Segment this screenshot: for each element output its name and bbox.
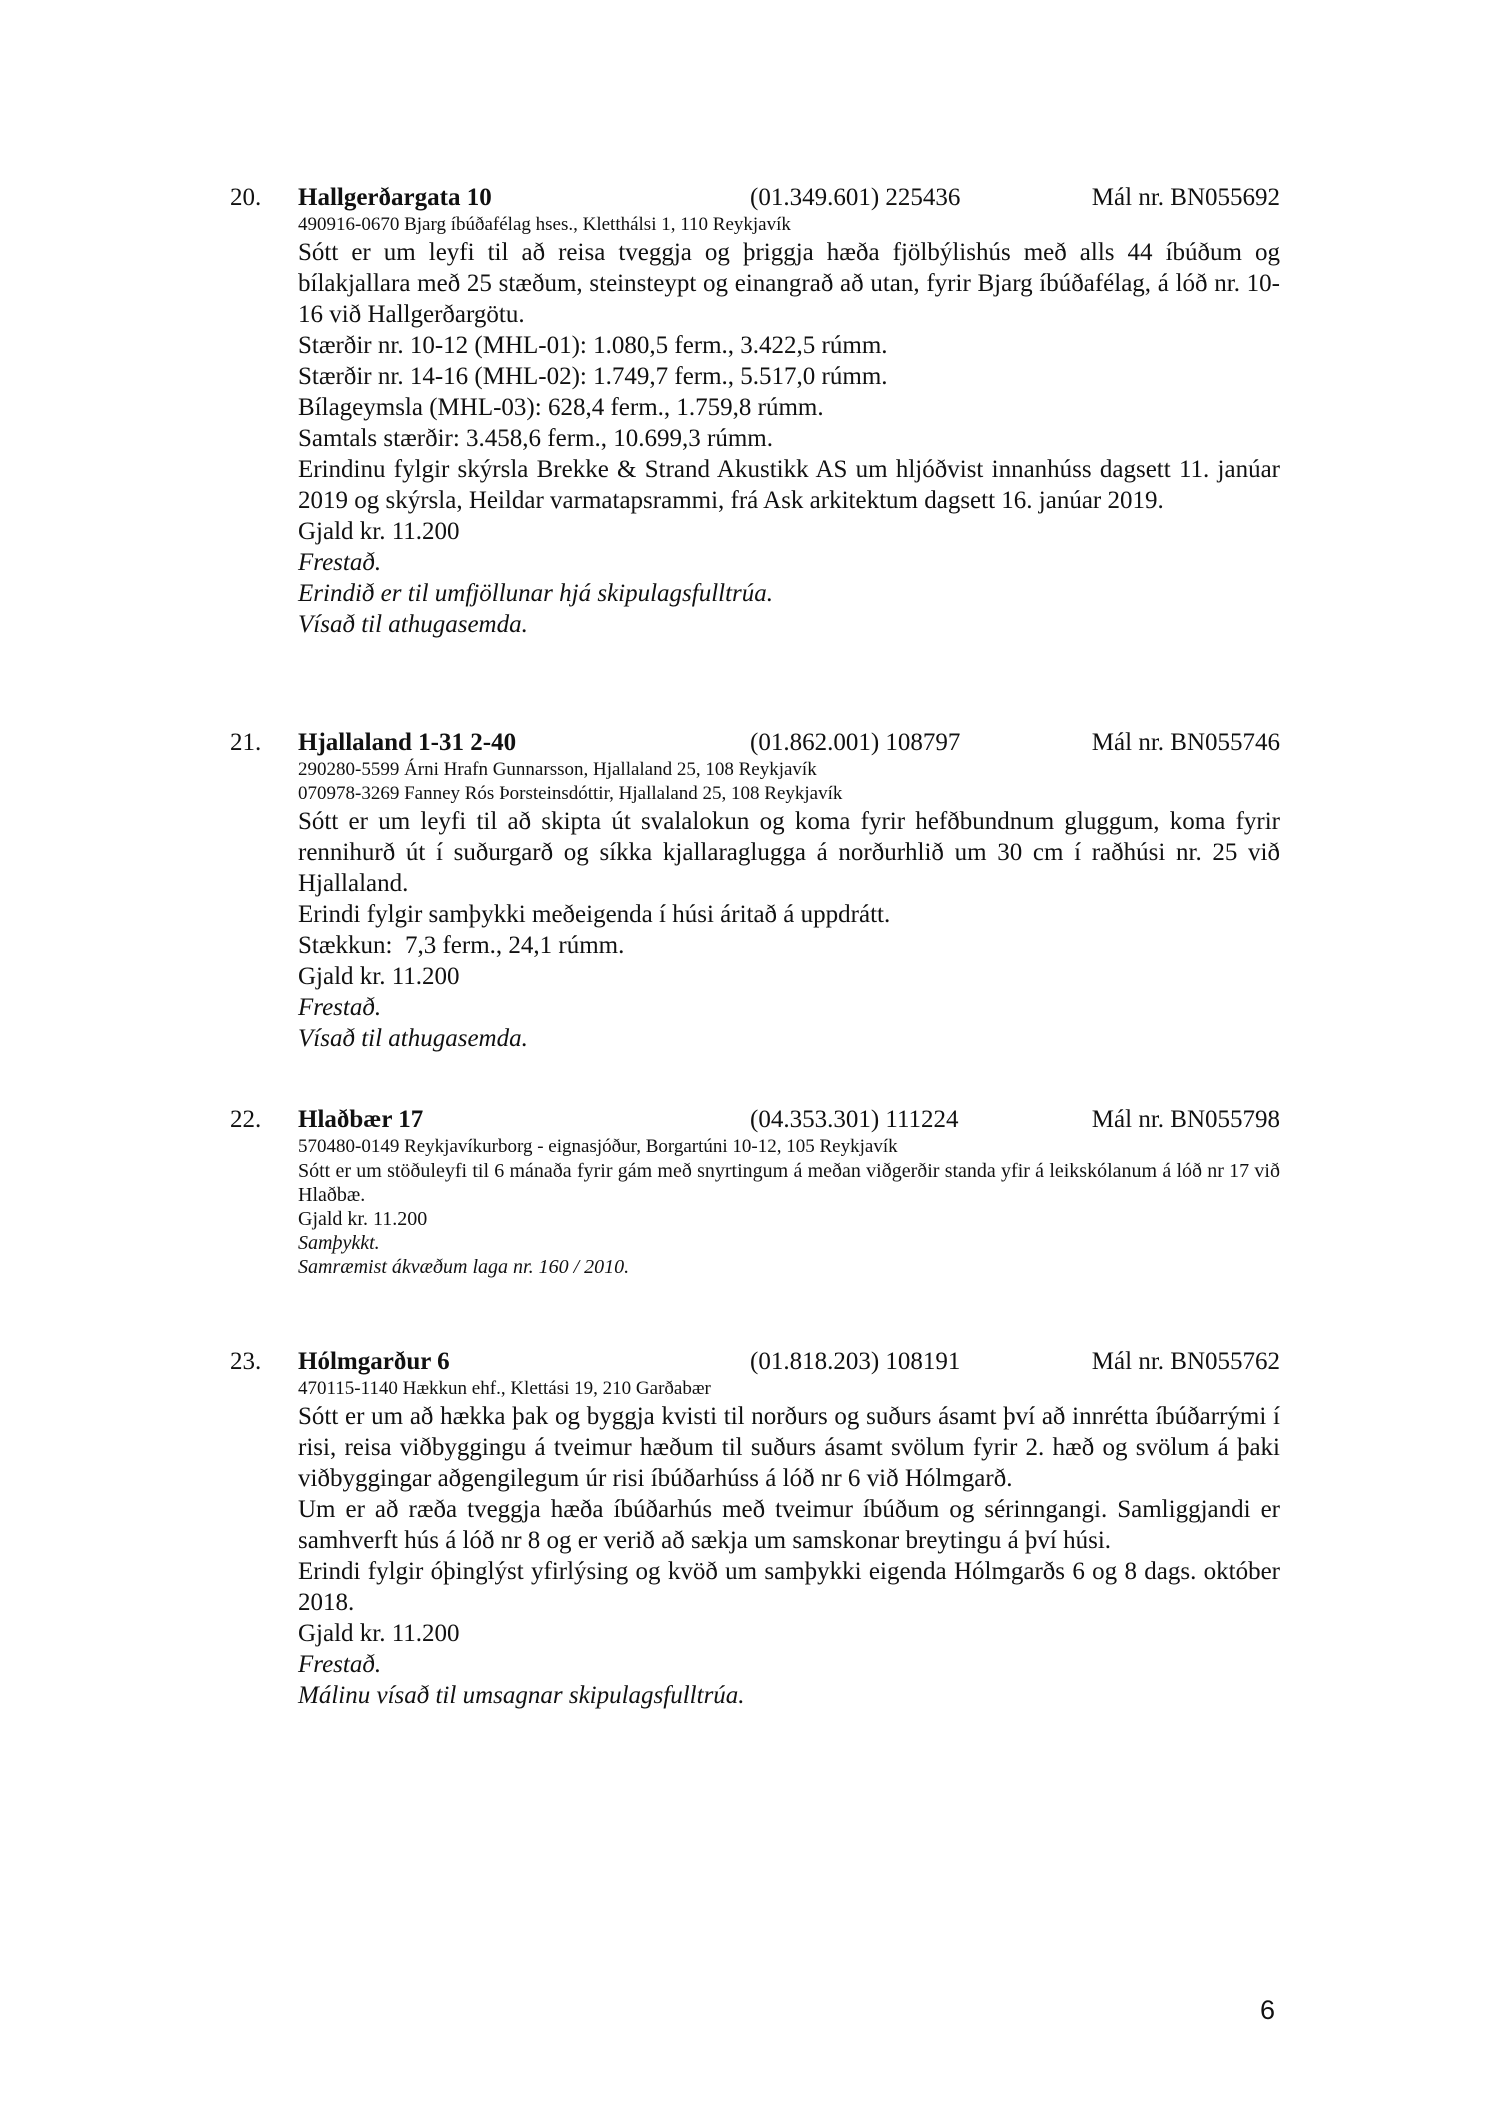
case-item-21 <box>230 728 1280 1054</box>
case-address: Hjallaland 1-31 2-40 <box>298 729 517 756</box>
case-code: (01.349.601) 225436 <box>750 184 961 211</box>
case-code: (04.353.301) 111224 <box>750 1106 959 1133</box>
case-no: Mál nr. BN055798 <box>1091 1106 1280 1133</box>
size-line: Samtals stærðir: 3.458,6 ferm., 10.699,3 rúmm. <box>298 425 773 452</box>
description: Sótt er um að hækka þak og byggja kvisti til norðurs og suðurs ásamt því að innrétta íbúðarrými í risi, reisa viðbyggingu á tveimur hæðum til suðurs ásamt svölum fyrir 2. hæð og svölum á þaki viðbyggingar aðgengilegum úr risi íbúðarhúss á lóð nr 6 við Hólmgarð. <box>298 1403 1280 1492</box>
owner-line: 070978-3269 Fanney Rós Þorsteinsdóttir, Hjallaland 25, 108 Reykjavík <box>298 783 843 804</box>
case-number: 22. <box>230 1106 262 1133</box>
attachment-note: Erindi fylgir óþinglýst yfirlýsing og kvöð um samþykki eigenda Hólmgarðs 6 og 8 dags. október 2018. <box>298 1558 1280 1616</box>
size-line: Stærðir nr. 14-16 (MHL-02): 1.749,7 ferm., 5.517,0 rúmm. <box>298 363 888 390</box>
description: Sótt er um stöðuleyfi til 6 mánaða fyrir gám með snyrtingum á meðan viðgerðir standa yfir á leikskólanum á lóð nr 17 við Hlaðbæ. <box>298 1160 1280 1206</box>
page-number: 6 <box>1259 1995 1275 2025</box>
fee: Gjald kr. 11.200 <box>298 1620 460 1647</box>
case-number: 20. <box>230 184 262 211</box>
case-header <box>230 183 1280 213</box>
case-header <box>230 728 1280 758</box>
decision: Frestað. <box>298 994 382 1021</box>
fee: Gjald kr. 11.200 <box>298 963 460 990</box>
case-header <box>230 1105 1280 1135</box>
case-number: 23. <box>230 1348 262 1375</box>
case-item-22 <box>230 1105 1280 1279</box>
attachment-note: Erindi fylgir samþykki meðeigenda í húsi áritað á uppdrátt. <box>298 901 891 928</box>
case-no: Mál nr. BN055692 <box>1091 184 1280 211</box>
attachment-note: Erindinu fylgir skýrsla Brekke & Strand Akustikk AS um hljóðvist innanhúss dagsett 11. janúar 2019 og skýrsla, Heildar varmatapsrammi, frá Ask arkitektum dagsett 16. janúar 2019. <box>298 456 1280 514</box>
case-item-23 <box>230 1347 1280 1711</box>
case-no: Mál nr. BN055746 <box>1091 729 1280 756</box>
description: Um er að ræða tveggja hæða íbúðarhús með tveimur íbúðum og sérinngangi. Samliggjandi er samhverft hús á lóð nr 8 og er verið að sækja um samskonar breytingu á því húsi. <box>298 1496 1280 1554</box>
decision: Frestað. <box>298 1651 382 1678</box>
decision-note: Málinu vísað til umsagnar skipulagsfulltrúa. <box>298 1682 745 1709</box>
decision: Frestað. <box>298 549 382 576</box>
case-item-20 <box>230 183 1280 640</box>
decision-note: Vísað til athugasemda. <box>298 1025 528 1052</box>
case-address: Hallgerðargata 10 <box>298 184 492 211</box>
fee: Gjald kr. 11.200 <box>298 1208 428 1230</box>
decision-note: Vísað til athugasemda. <box>298 611 528 638</box>
case-number: 21. <box>230 729 262 756</box>
decision-note: Samræmist ákvæðum laga nr. 160 / 2010. <box>298 1256 630 1278</box>
decision-note: Erindið er til umfjöllunar hjá skipulagsfulltrúa. <box>298 580 774 607</box>
size-line: Stærðir nr. 10-12 (MHL-01): 1.080,5 ferm., 3.422,5 rúmm. <box>298 332 888 359</box>
case-code: (01.818.203) 108191 <box>750 1348 961 1375</box>
case-no: Mál nr. BN055762 <box>1091 1348 1280 1375</box>
description: Sótt er um leyfi til að skipta út svalalokun og koma fyrir hefðbundnum gluggum, koma fyrir rennihurð út í suðurgarð og síkka kjallaraglugga á norðurhlið um 30 cm í raðhúsi nr. 25 við Hjallaland. <box>298 808 1280 897</box>
owner-line: 490916-0670 Bjarg íbúðafélag hses., Kletthálsi 1, 110 Reykjavík <box>298 214 791 235</box>
owner-line: 470115-1140 Hækkun ehf., Klettási 19, 210 Garðabær <box>298 1378 711 1399</box>
case-header <box>230 1347 1280 1377</box>
fee: Gjald kr. 11.200 <box>298 518 460 545</box>
case-code: (01.862.001) 108797 <box>750 729 961 756</box>
size-line: Stækkun: 7,3 ferm., 24,1 rúmm. <box>298 932 625 959</box>
case-address: Hólmgarður 6 <box>298 1348 450 1375</box>
owner-line: 570480-0149 Reykjavíkurborg - eignasjóður, Borgartúni 10-12, 105 Reykjavík <box>298 1136 898 1157</box>
decision: Samþykkt. <box>298 1232 380 1254</box>
description: Sótt er um leyfi til að reisa tveggja og þriggja hæða fjölbýlishús með alls 44 íbúðum og bílakjallara með 25 stæðum, steinsteypt og einangrað að utan, fyrir Bjarg íbúðafélag, á lóð nr. 10-16 við Hallgerðargötu. <box>298 239 1280 328</box>
owner-line: 290280-5599 Árni Hrafn Gunnarsson, Hjallaland 25, 108 Reykjavík <box>298 759 817 780</box>
size-line: Bílageymsla (MHL-03): 628,4 ferm., 1.759,8 rúmm. <box>298 394 824 421</box>
case-address: Hlaðbær 17 <box>298 1106 424 1133</box>
